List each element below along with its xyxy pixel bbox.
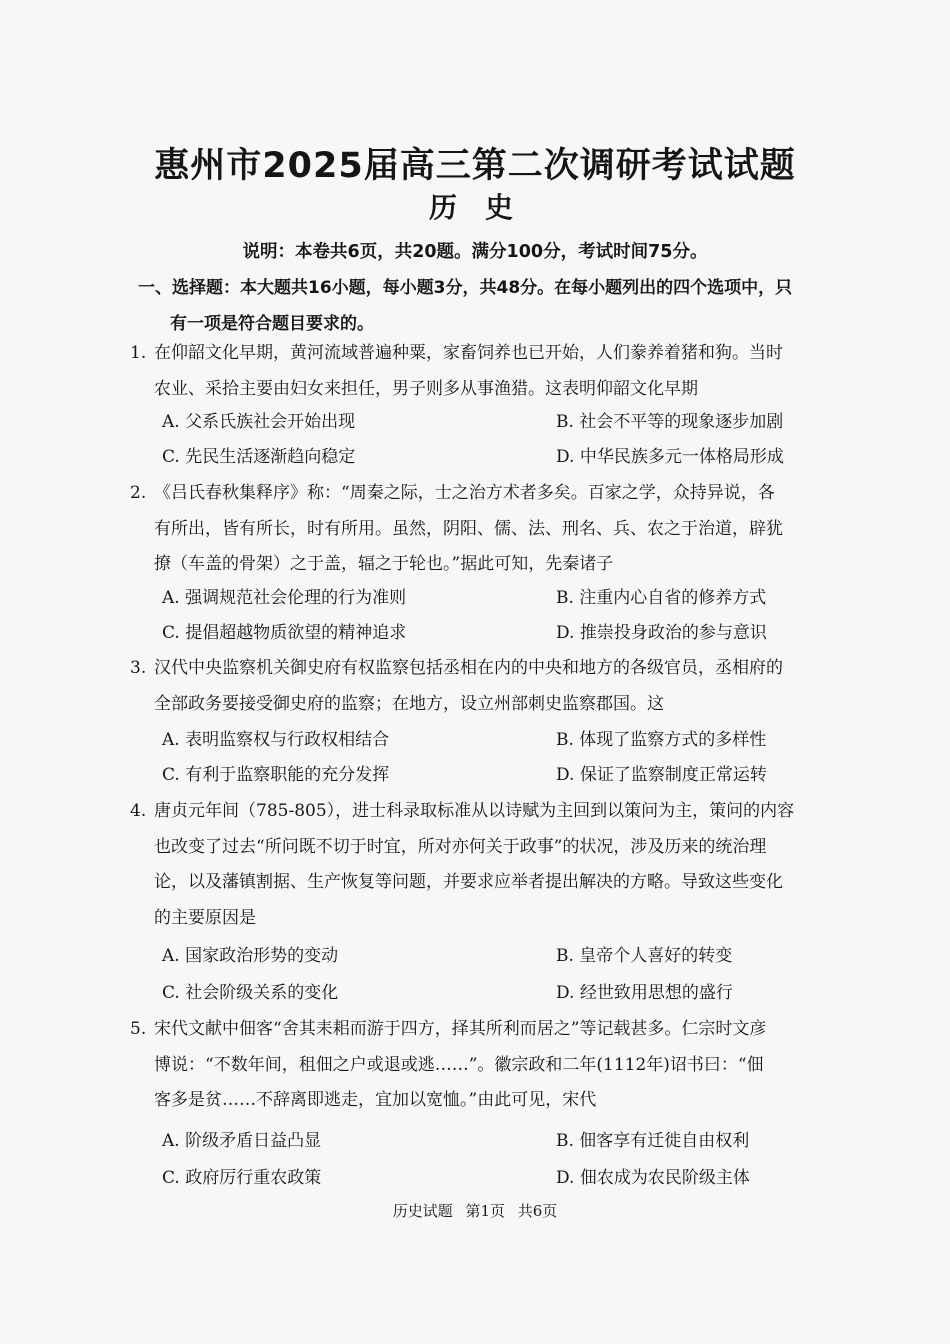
question-2-option-b[interactable]: B. 注重内心自省的修养方式 [556,588,767,608]
question-3-option-a[interactable]: A. 表明监察权与行政权相结合 [162,730,390,750]
question-3-option-c[interactable]: C. 有利于监察职能的充分发挥 [162,765,390,785]
question-line: 唐贞元年间（785-805），进士科录取标准从以诗赋为主回到以策问为主，策问的内容 [154,801,795,821]
question-number: 4. [130,801,147,821]
question-4-option-d[interactable]: D. 经世致用思想的盛行 [556,983,733,1003]
question-3-option-b[interactable]: B. 体现了监察方式的多样性 [556,730,767,750]
question-line: 在仰韶文化早期，黄河流域普遍种粟，家畜饲养也已开始，人们豢养着猪和狗。当时 [154,343,783,363]
question-5-option-a[interactable]: A. 阶级矛盾日益凸显 [162,1131,322,1151]
question-4-option-b[interactable]: B. 皇帝个人喜好的转变 [556,946,733,966]
subject-heading: 历史 [428,191,541,224]
question-line: 有所出，皆有所长，时有所用。虽然，阴阳、儒、法、刑名、兵、农之于治道，辟犹 [154,518,783,539]
question-number: 2. [130,483,147,503]
question-line: 论，以及藩镇割据、生产恢复等问题，并要求应举者提出解决的方略。导致这些变化 [154,872,783,892]
question-2-stem [130,476,830,583]
section-heading-line: 一、选择题：本大题共16小题，每小题3分，共48分。在每小题列出的四个选项中，只 [138,278,793,298]
question-line: 宋代文献中佃客“舍其耒耜而游于四方，择其所利而居之”等记载甚多。仁宗时文彦 [154,1019,767,1039]
question-3-option-d[interactable]: D. 保证了监察制度正常运转 [556,765,767,785]
question-line: 全部政务要接受御史府的监察；在地方，设立州部刺史监察郡国。这 [154,693,664,714]
question-1-option-b[interactable]: B. 社会不平等的现象逐步加剧 [556,412,784,432]
section-heading-line: 有一项是符合题目要求的。 [170,314,374,334]
exam-title: 惠州市2025届高三第二次调研考试试题 [154,146,796,186]
question-line: 汉代中央监察机关御史府有权监察包括丞相在内的中央和地方的各级官员，丞相府的 [154,658,783,678]
question-number: 3. [130,658,147,678]
question-5-stem [130,1012,830,1119]
question-line: 的主要原因是 [154,907,256,928]
exam-instructions: 说明：本卷共6页，共20题。满分100分，考试时间75分。 [242,242,708,262]
question-1-option-a[interactable]: A. 父系氏族社会开始出现 [162,412,356,432]
page-footer: 历史试题 第1页 共6页 [392,1202,558,1220]
question-line: 博说：“不数年间，租佃之户或退或逃……”。徽宗政和二年(1112年)诏书曰：“佃 [154,1054,764,1075]
question-4-option-c[interactable]: C. 社会阶级关系的变化 [162,983,339,1003]
question-line: 撩（车盖的骨架）之于盖，辐之于轮也。”据此可知，先秦诸子 [154,554,614,574]
question-line: 也改变了过去“所问既不切于时宜，所对亦何关于政事”的状况，涉及历来的统治理 [154,836,767,857]
question-line: 客多是贫……不辞离即逃走，宜加以宽恤。”由此可见，宋代 [154,1090,597,1110]
question-1-stem [130,336,830,407]
question-line: 农业、采拾主要由妇女来担任，男子则多从事渔猎。这表明仰韶文化早期 [154,378,698,399]
question-5-option-b[interactable]: B. 佃客享有迁徙自由权利 [556,1131,750,1151]
question-number: 5. [130,1019,147,1039]
question-2-option-c[interactable]: C. 提倡超越物质欲望的精神追求 [162,623,407,643]
question-2-option-a[interactable]: A. 强调规范社会伦理的行为准则 [162,588,407,608]
question-5-option-d[interactable]: D. 佃农成为农民阶级主体 [556,1168,750,1188]
question-3-stem [130,651,830,722]
question-4-stem [130,794,830,936]
question-4-option-a[interactable]: A. 国家政治形势的变动 [162,946,339,966]
question-number: 1. [130,343,147,363]
question-1-option-d[interactable]: D. 中华民族多元一体格局形成 [556,447,784,467]
question-1-option-c[interactable]: C. 先民生活逐渐趋向稳定 [162,447,356,467]
section-heading [138,270,838,342]
question-2-option-d[interactable]: D. 推崇投身政治的参与意识 [556,623,767,643]
question-5-option-c[interactable]: C. 政府厉行重农政策 [162,1168,322,1188]
question-line: 《吕氏春秋集释序》称：“周秦之际，士之治方术者多矣。百家之学，众持异说，各 [154,483,775,503]
